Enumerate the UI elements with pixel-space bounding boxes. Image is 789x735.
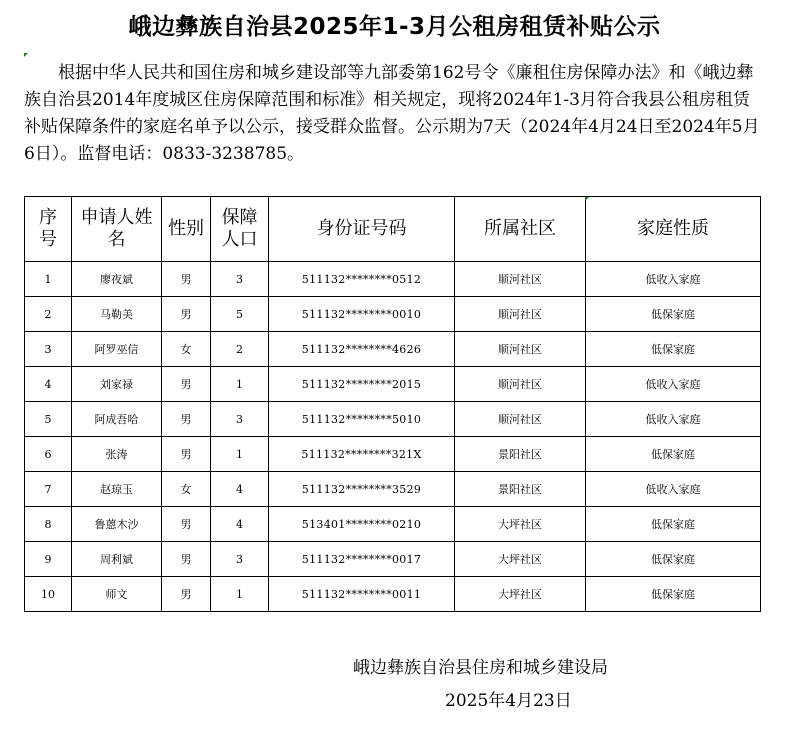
row-gender: 男 <box>162 402 211 437</box>
page-title: 峨边彝族自治县2025年1-3月公租房租赁补贴公示 <box>128 14 661 40</box>
row-seq: 2 <box>25 297 72 332</box>
row-family-type: 低保家庭 <box>586 437 761 472</box>
row-persons: 1 <box>211 577 269 612</box>
row-applicant-name: 师文 <box>72 577 162 612</box>
table-row <box>25 437 761 472</box>
row-persons: 5 <box>211 297 269 332</box>
row-persons: 2 <box>211 332 269 367</box>
col-header-community: 所属社区 <box>455 197 586 262</box>
table-row <box>25 472 761 507</box>
table-row <box>25 542 761 577</box>
row-id-number: 511132********0512 <box>269 262 455 297</box>
row-applicant-name: 周利斌 <box>72 542 162 577</box>
row-community: 大坪社区 <box>455 542 586 577</box>
row-id-number: 511132********2015 <box>269 367 455 402</box>
table-row <box>25 507 761 542</box>
col-header-persons: 保障人口 <box>211 197 269 262</box>
row-id-number: 511132********0017 <box>269 542 455 577</box>
row-applicant-name: 阿成吾哈 <box>72 402 162 437</box>
notice-text: 根据中华人民共和国住房和城乡建设部等九部委第162号令《廉租住房保障办法》和《峨边彝族自治县2014年度城区住房保障范围和标准》相关规定，现将2024年1-3月符合我县公租房租赁补贴保障条件的家庭名单予以公示，接受群众监督。公示期为7天（2024年4月24日至2024年5月6日）。监督电话：0833-3238785。 <box>24 63 760 164</box>
row-persons: 3 <box>211 542 269 577</box>
row-community: 顺河社区 <box>455 262 586 297</box>
row-gender: 男 <box>162 542 211 577</box>
row-seq: 4 <box>25 367 72 402</box>
table-row <box>25 262 761 297</box>
row-gender: 男 <box>162 367 211 402</box>
row-gender: 男 <box>162 437 211 472</box>
col-header-seq: 序号 <box>25 197 72 262</box>
subsidy-table <box>24 196 761 612</box>
row-applicant-name: 赵琼玉 <box>72 472 162 507</box>
row-id-number: 513401********0210 <box>269 507 455 542</box>
row-persons: 1 <box>211 437 269 472</box>
row-community: 顺河社区 <box>455 332 586 367</box>
row-persons: 4 <box>211 507 269 542</box>
issuer-name: 峨边彝族自治县住房和城乡建设局 <box>353 658 608 678</box>
col-header-applicant: 申请人姓 名 <box>72 197 162 262</box>
row-applicant-name: 鲁蒽木沙 <box>72 507 162 542</box>
row-seq: 3 <box>25 332 72 367</box>
row-seq: 5 <box>25 402 72 437</box>
row-applicant-name: 廖夜斌 <box>72 262 162 297</box>
col-header-gender: 性别 <box>162 197 211 262</box>
row-id-number: 511132********4626 <box>269 332 455 367</box>
col-header-family-type: 家庭性质 <box>586 197 761 262</box>
row-family-type: 低收入家庭 <box>586 367 761 402</box>
row-family-type: 低保家庭 <box>586 542 761 577</box>
row-id-number: 511132********3529 <box>269 472 455 507</box>
row-family-type: 低收入家庭 <box>586 472 761 507</box>
row-gender: 女 <box>162 472 211 507</box>
row-seq: 6 <box>25 437 72 472</box>
row-family-type: 低保家庭 <box>586 332 761 367</box>
row-seq: 8 <box>25 507 72 542</box>
cell-marker-icon <box>24 53 28 57</box>
row-gender: 男 <box>162 297 211 332</box>
row-family-type: 低收入家庭 <box>586 262 761 297</box>
row-id-number: 511132********5010 <box>269 402 455 437</box>
row-community: 大坪社区 <box>455 507 586 542</box>
row-id-number: 511132********0010 <box>269 297 455 332</box>
row-community: 顺河社区 <box>455 297 586 332</box>
row-id-number: 511132********321X <box>269 437 455 472</box>
row-gender: 女 <box>162 332 211 367</box>
cell-marker-icon <box>585 197 589 201</box>
row-persons: 3 <box>211 262 269 297</box>
table-row <box>25 367 761 402</box>
issue-date: 2025年4月23日 <box>445 691 572 711</box>
table-row <box>25 332 761 367</box>
row-gender: 男 <box>162 507 211 542</box>
row-persons: 3 <box>211 402 269 437</box>
table-row <box>25 402 761 437</box>
col-header-id: 身份证号码 <box>269 197 455 262</box>
row-applicant-name: 张涛 <box>72 437 162 472</box>
table-row <box>25 577 761 612</box>
row-community: 顺河社区 <box>455 402 586 437</box>
row-seq: 7 <box>25 472 72 507</box>
row-seq: 1 <box>25 262 72 297</box>
row-community: 景阳社区 <box>455 472 586 507</box>
row-applicant-name: 马勒美 <box>72 297 162 332</box>
row-family-type: 低保家庭 <box>586 507 761 542</box>
row-seq: 10 <box>25 577 72 612</box>
row-family-type: 低保家庭 <box>586 577 761 612</box>
row-gender: 男 <box>162 577 211 612</box>
row-applicant-name: 阿罗巫信 <box>72 332 162 367</box>
row-family-type: 低收入家庭 <box>586 402 761 437</box>
row-id-number: 511132********0011 <box>269 577 455 612</box>
row-persons: 4 <box>211 472 269 507</box>
row-community: 景阳社区 <box>455 437 586 472</box>
row-gender: 男 <box>162 262 211 297</box>
row-community: 顺河社区 <box>455 367 586 402</box>
row-family-type: 低保家庭 <box>586 297 761 332</box>
row-applicant-name: 刘家禄 <box>72 367 162 402</box>
row-persons: 1 <box>211 367 269 402</box>
table-header-row <box>25 197 761 262</box>
table-row <box>25 297 761 332</box>
row-seq: 9 <box>25 542 72 577</box>
row-community: 大坪社区 <box>455 577 586 612</box>
